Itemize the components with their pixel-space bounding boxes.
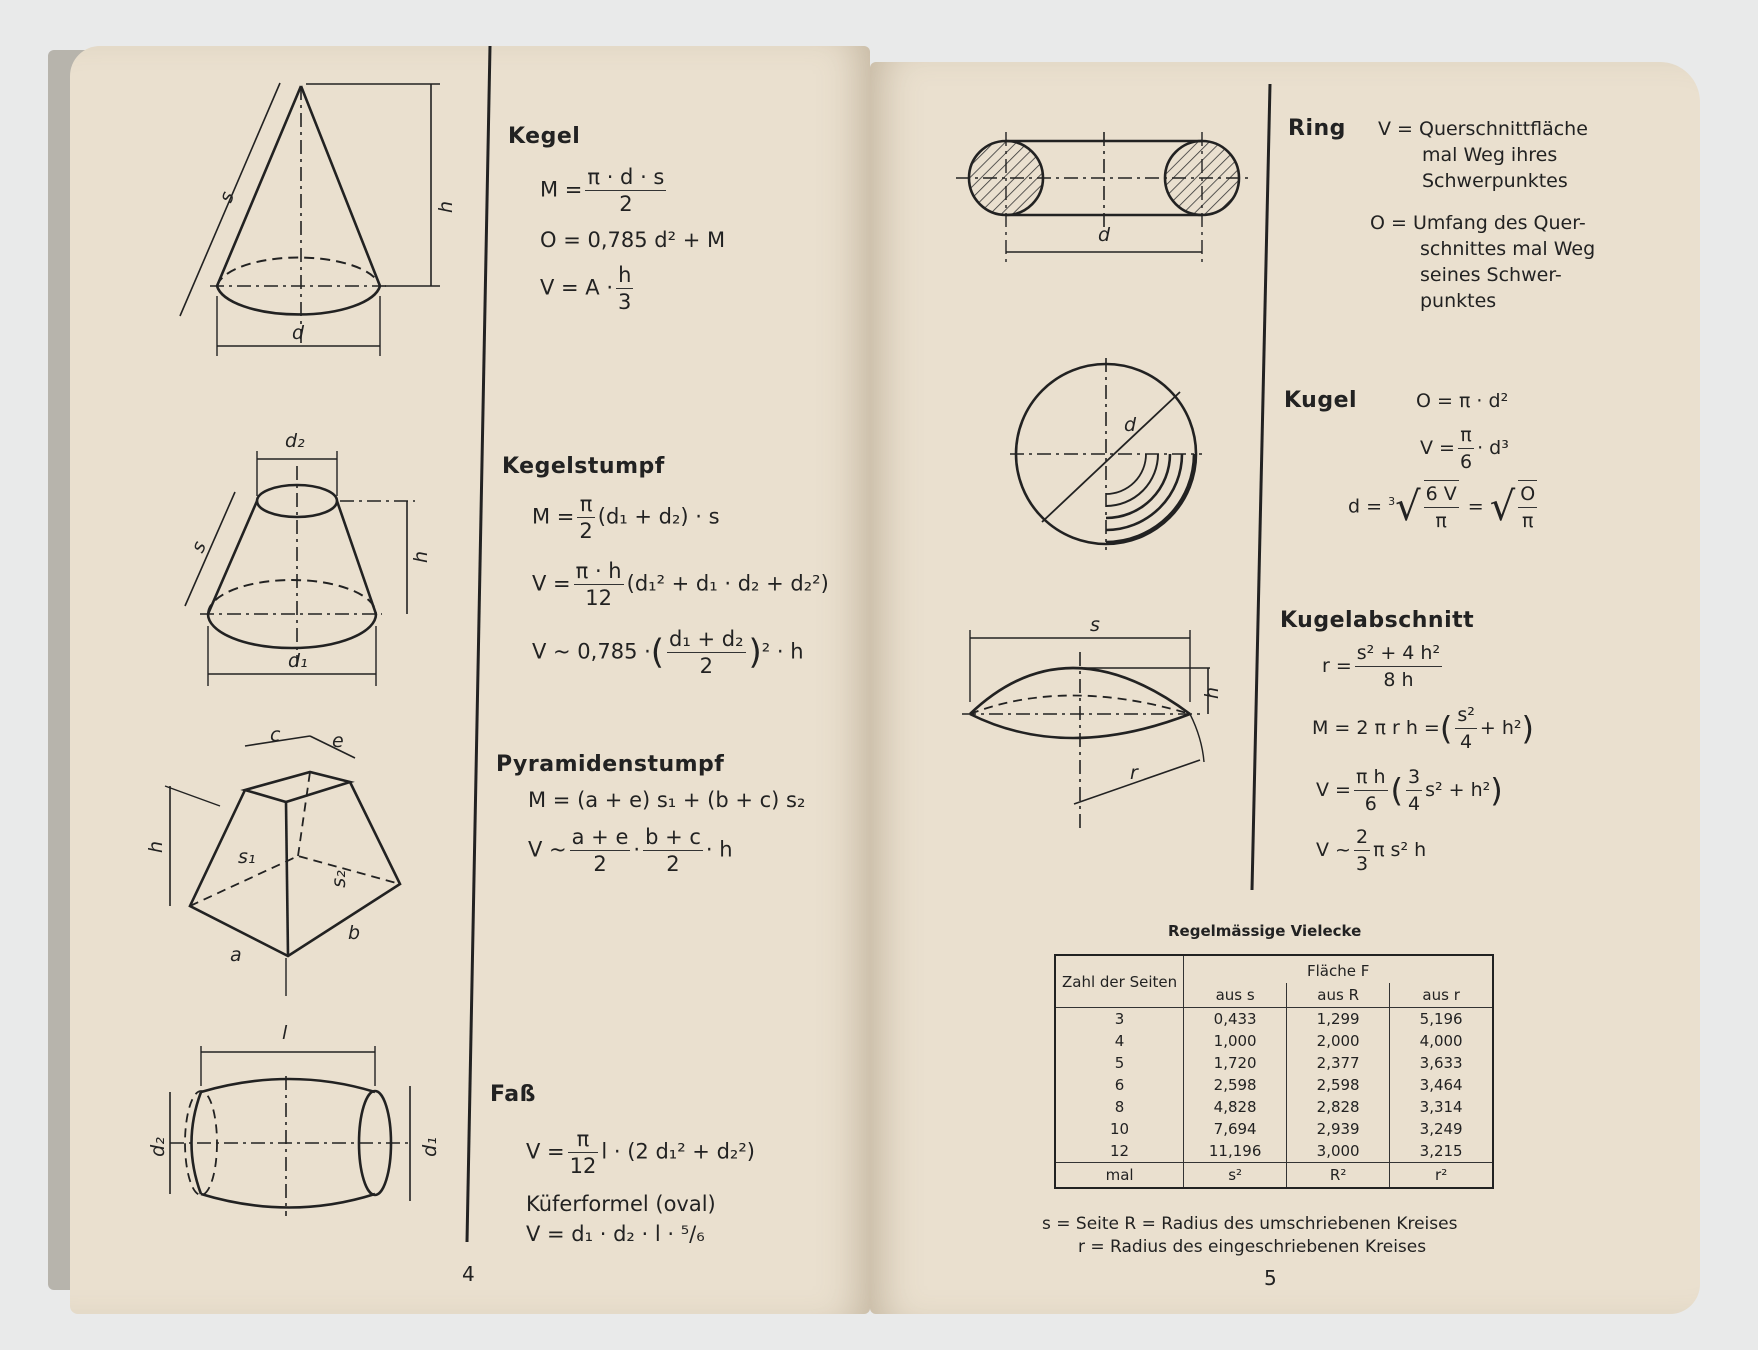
ring-d-label: d xyxy=(1098,224,1111,246)
sphere-diagram xyxy=(1010,358,1202,550)
kugelabschnitt-v-formula: V = $\frac{\text{π h}}{6}$ ( $\frac{3}{4}$ s² + h²) xyxy=(1316,766,1503,815)
ring-v-line2: mal Weg ihres xyxy=(1422,144,1558,166)
table-row xyxy=(1056,1096,1492,1118)
cone-diagram xyxy=(180,83,440,356)
page-number-left: 4 xyxy=(462,1262,475,1286)
cone-h-label: h xyxy=(435,200,458,214)
kugel-heading: Kugel xyxy=(1284,388,1358,413)
kugel-o-formula: O = π · d² xyxy=(1416,390,1509,412)
frustum-h-label: h xyxy=(410,550,433,564)
polygon-table xyxy=(1056,956,1492,1187)
pyramid-s2-label: s₂ xyxy=(327,870,350,888)
table-cell-value: 2,000 xyxy=(1287,1030,1390,1052)
table-cell-value: 7,694 xyxy=(1184,1118,1287,1140)
kugelabschnitt-v-approx-formula: V ~ $\frac{2}{3}$ π s² h xyxy=(1316,826,1427,875)
table-row xyxy=(1056,1052,1492,1074)
polygon-table-title: Regelmässige Vielecke xyxy=(1168,922,1362,940)
table-cell-value: 3,215 xyxy=(1419,1142,1463,1160)
polygon-table-body xyxy=(1056,1008,1492,1163)
kugel-d-formula: d = $^3$√ $\frac{6 V}{\pi}$ = √ $\frac{O}{\pi}$ xyxy=(1348,480,1540,534)
pyramidenstumpf-v-formula: V ~ $\frac{a + e}{2}$ · $\frac{b + c}{2}$ · h xyxy=(528,825,733,876)
page-number-right: 5 xyxy=(1264,1266,1277,1290)
table-cell-value: 2,598 xyxy=(1287,1074,1390,1096)
table-row xyxy=(1056,1118,1492,1140)
kegelstumpf-v-approx-formula: V ~ 0,785 ·( $\frac{\text{d₁ + d₂}}{2}$ )² · h xyxy=(532,627,804,678)
kegel-heading: Kegel xyxy=(508,124,581,149)
footer-cell-s: s² xyxy=(1184,1163,1287,1188)
kueferformel-heading: Küferformel (oval) xyxy=(526,1192,716,1216)
barrel-d1-label: d₁ xyxy=(418,1137,441,1157)
table-cell-value: 1,720 xyxy=(1184,1052,1287,1074)
barrel-l-label: l xyxy=(282,1022,288,1044)
kugelabschnitt-m-formula: M = 2 π r h =( $\frac{\text{s²}}{4}$ + h²) xyxy=(1312,704,1534,753)
pyramid-c-label: c xyxy=(270,724,281,746)
kegel-o-formula: O = 0,785 d² + M xyxy=(540,228,726,252)
pyramid-e-label: e xyxy=(332,730,344,752)
barrel-d2-label: d₂ xyxy=(146,1137,169,1157)
right-page xyxy=(870,62,1700,1314)
table-cell-value: 3,249 xyxy=(1419,1120,1463,1138)
pyramid-s1-label: s₁ xyxy=(238,846,256,868)
frustum-d2-label: d₂ xyxy=(285,430,305,452)
table-cell-value: 3,000 xyxy=(1287,1140,1390,1163)
frustum-s-label: s xyxy=(186,537,212,557)
cone-d-label: d xyxy=(292,322,305,344)
kugelabschnitt-r-formula: r = $\frac{\text{s² + 4 h²}}{8 h}$ xyxy=(1322,642,1441,691)
table-cell-value: 0,433 xyxy=(1184,1008,1287,1031)
footer-cell-r: r² xyxy=(1435,1166,1448,1184)
kegelstumpf-heading: Kegelstumpf xyxy=(502,454,665,479)
ring-o-line2: schnittes mal Weg xyxy=(1420,238,1596,260)
sphere-cap-diagram xyxy=(962,630,1210,832)
table-cell-sides: 4 xyxy=(1056,1030,1184,1052)
pyramid-frustum-diagram xyxy=(165,736,400,996)
cap-r-label: r xyxy=(1130,762,1138,784)
col-header-area: Fläche F xyxy=(1306,962,1370,980)
pyramidenstumpf-m-formula: M = (a + e) s₁ + (b + c) s₂ xyxy=(528,788,806,812)
table-cell-sides: 5 xyxy=(1056,1052,1184,1074)
left-column-divider xyxy=(467,46,490,1242)
table-cell-value: 2,939 xyxy=(1287,1118,1390,1140)
polygon-table-frame xyxy=(1054,954,1494,1189)
table-cell-value: 5,196 xyxy=(1419,1010,1463,1028)
pyramid-a-label: a xyxy=(230,944,242,966)
table-cell-value: 3,633 xyxy=(1419,1054,1463,1072)
col-header-from-r: aus r xyxy=(1422,986,1460,1004)
kugelabschnitt-heading: Kugelabschnitt xyxy=(1280,608,1475,633)
right-column-divider xyxy=(1252,84,1270,890)
left-page-drawings xyxy=(70,46,870,1314)
table-row xyxy=(1056,1008,1492,1031)
col-header-sides: Zahl der Seiten xyxy=(1056,956,1184,1008)
ring-v-line1: V = Querschnittfläche xyxy=(1378,118,1588,140)
kugel-v-formula: V = $\frac{\pi}{6}$ · d³ xyxy=(1420,424,1509,473)
pyramidenstumpf-heading: Pyramidenstumpf xyxy=(496,752,725,777)
table-cell-sides: 8 xyxy=(1056,1096,1184,1118)
table-cell-value: 2,598 xyxy=(1184,1074,1287,1096)
fass-heading: Faß xyxy=(490,1082,536,1107)
table-cell-value: 11,196 xyxy=(1184,1140,1287,1163)
table-cell-value: 1,000 xyxy=(1184,1030,1287,1052)
kegel-m-formula: M = $\frac{\pi \cdot d \cdot s}{2}$ xyxy=(540,165,665,216)
table-cell-value: 3,464 xyxy=(1419,1076,1463,1094)
kueferformel-formula: V = d₁ · d₂ · l · ⁵/₆ xyxy=(526,1222,705,1246)
ring-v-line3: Schwerpunktes xyxy=(1422,170,1568,192)
kegelstumpf-m-formula: M = $\frac{\pi}{2}$ (d₁ + d₂) · s xyxy=(532,492,720,543)
table-row xyxy=(1056,1140,1492,1163)
table-row xyxy=(1056,1030,1492,1052)
table-cell-value: 1,299 xyxy=(1287,1008,1390,1031)
footer-cell-R: R² xyxy=(1287,1163,1390,1188)
polygon-table-caption-2: r = Radius des eingeschriebenen Kreises xyxy=(1078,1237,1427,1257)
polygon-table-caption-1: s = Seite R = Radius des umschriebenen Kreises xyxy=(1042,1214,1458,1234)
pyramid-h-label: h xyxy=(145,840,168,854)
ring-heading: Ring xyxy=(1288,116,1346,141)
ring-o-line3: seines Schwer- xyxy=(1420,264,1562,286)
table-cell-sides: 6 xyxy=(1056,1074,1184,1096)
cap-h-label: h xyxy=(1201,686,1224,700)
sphere-d-label: d xyxy=(1124,414,1137,436)
table-cell-value: 3,314 xyxy=(1419,1098,1463,1116)
table-cell-value: 2,377 xyxy=(1287,1052,1390,1074)
col-header-from-s: aus s xyxy=(1184,983,1287,1008)
ring-o-line1: O = Umfang des Quer- xyxy=(1370,212,1586,234)
table-cell-sides: 12 xyxy=(1056,1140,1184,1163)
kegel-v-formula: V = A · $\frac{h}{3}$ xyxy=(540,263,632,314)
pyramid-b-label: b xyxy=(348,922,361,944)
table-cell-sides: 3 xyxy=(1056,1008,1184,1031)
cap-s-label: s xyxy=(1090,614,1100,636)
table-cell-value: 2,828 xyxy=(1287,1096,1390,1118)
barrel-diagram xyxy=(170,1046,410,1216)
ring-o-line4: punktes xyxy=(1420,290,1497,312)
fass-v-formula: V = $\frac{\pi}{12}$ l · (2 d₁² + d₂²) xyxy=(526,1127,755,1178)
table-cell-value: 4,828 xyxy=(1184,1096,1287,1118)
frustum-d1-label: d₁ xyxy=(288,650,308,672)
left-page xyxy=(70,46,870,1314)
footer-cell-sides: mal xyxy=(1056,1163,1184,1188)
table-cell-value: 4,000 xyxy=(1419,1032,1463,1050)
kegelstumpf-v-formula: V = $\frac{\pi \cdot h}{12}$ (d₁² + d₁ · d₂ + d₂²) xyxy=(532,559,829,610)
table-row xyxy=(1056,1074,1492,1096)
table-cell-sides: 10 xyxy=(1056,1118,1184,1140)
cone-s-label: s xyxy=(214,188,239,206)
col-header-from-R: aus R xyxy=(1287,983,1390,1008)
